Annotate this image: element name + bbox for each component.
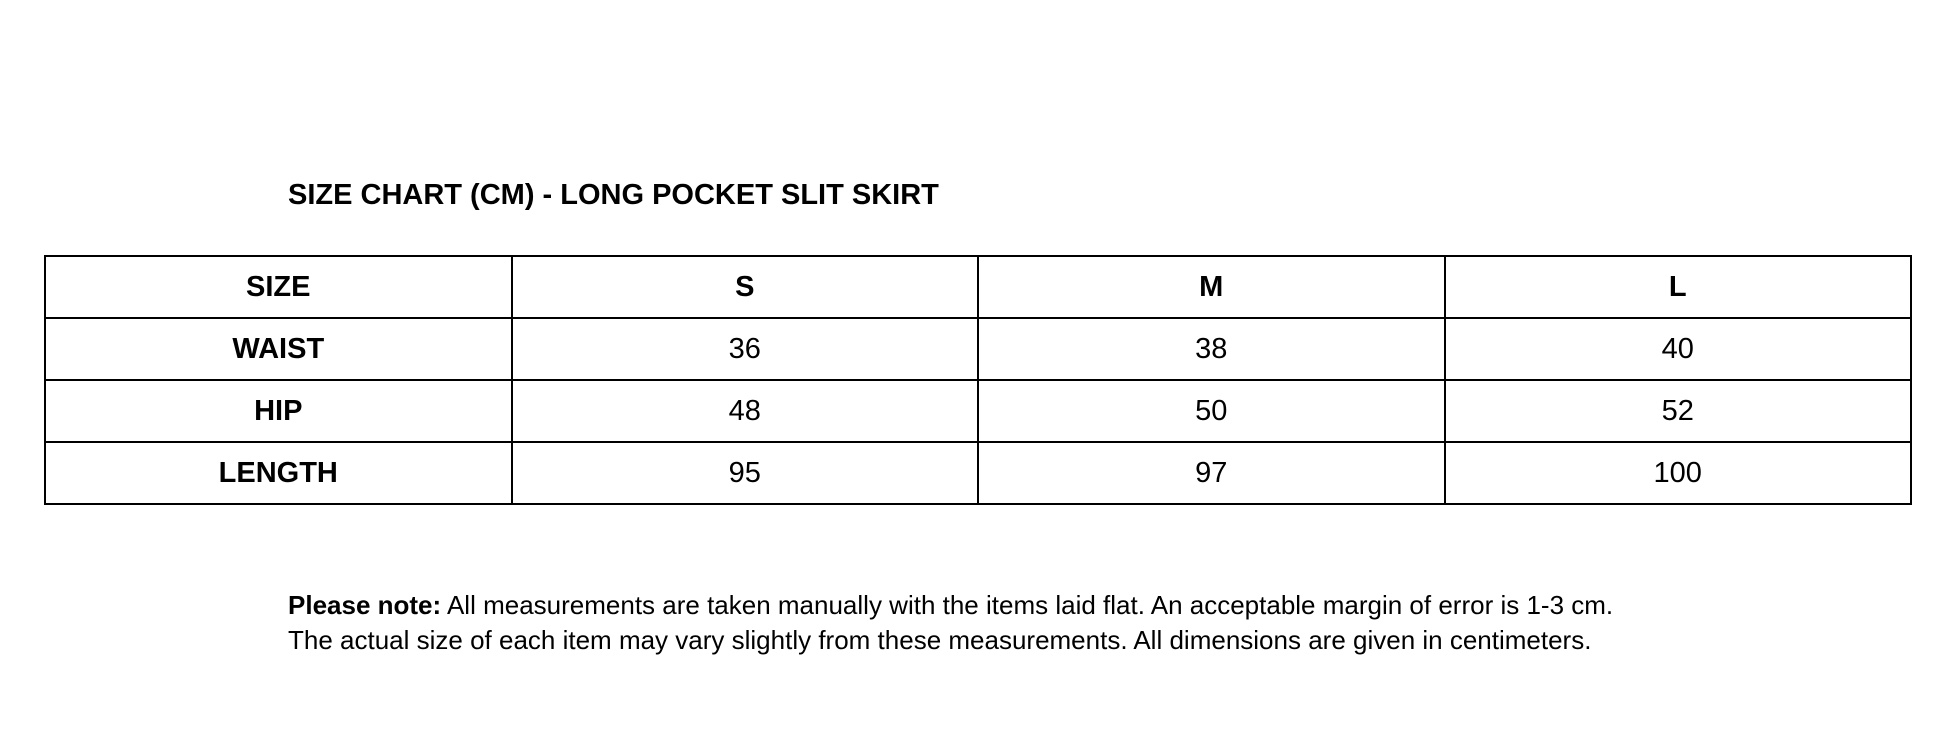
note-line-2: The actual size of each item may vary slightly from these measurements. All dimensions are given in centimeters. [288,625,1592,655]
cell-hip-s: 48 [512,380,979,442]
cell-waist-m: 38 [978,318,1445,380]
size-chart-table [44,255,1912,505]
table-row-hip [45,380,1911,442]
cell-hip-l: 52 [1445,380,1912,442]
header-cell-size: SIZE [45,256,512,318]
row-label-hip: HIP [45,380,512,442]
header-cell-m: M [978,256,1445,318]
note-line-1 [288,588,1928,623]
cell-hip-m: 50 [978,380,1445,442]
table-row-waist [45,318,1911,380]
row-label-length: LENGTH [45,442,512,504]
row-label-waist: WAIST [45,318,512,380]
table-header-row [45,256,1911,318]
header-cell-l: L [1445,256,1912,318]
cell-length-m: 97 [978,442,1445,504]
cell-length-l: 100 [1445,442,1912,504]
note-text-1: All measurements are taken manually with the items laid flat. An acceptable margin of error is 1-3 cm. [441,590,1614,620]
page-title: SIZE CHART (CM) - LONG POCKET SLIT SKIRT [288,179,939,211]
table-row-length [45,442,1911,504]
cell-waist-l: 40 [1445,318,1912,380]
note-label: Please note: [288,590,442,620]
cell-length-s: 95 [512,442,979,504]
measurement-note [288,588,1928,658]
cell-waist-s: 36 [512,318,979,380]
header-cell-s: S [512,256,979,318]
